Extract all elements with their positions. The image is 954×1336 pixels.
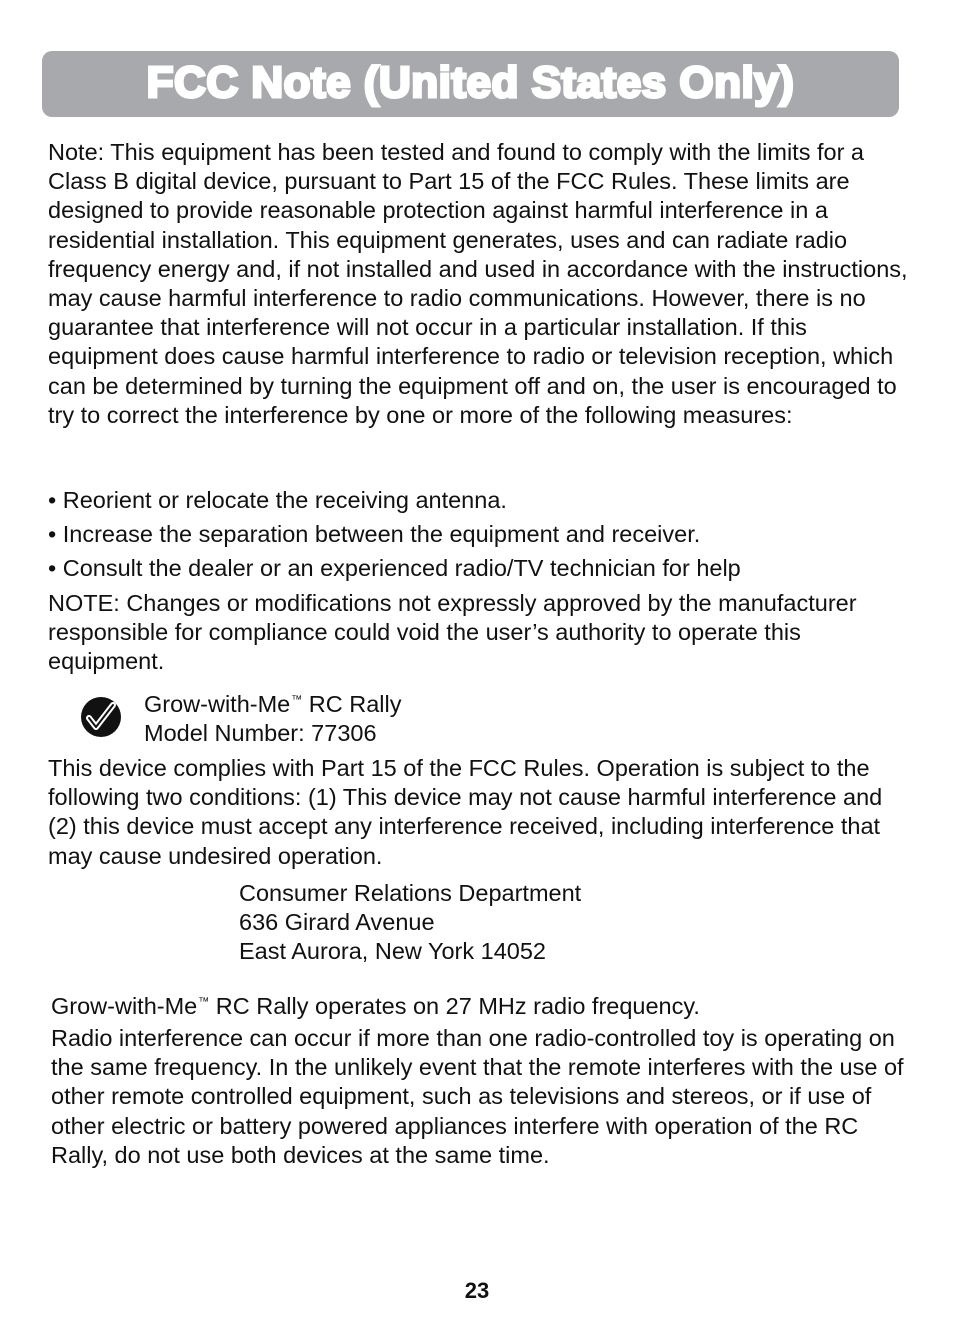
- trademark-mark: ™: [291, 694, 303, 706]
- measure-item-separation: • Increase the separation between the equipment and receiver.: [48, 521, 701, 547]
- interference-paragraph: [51, 1024, 911, 1170]
- changes-note-text: NOTE: Changes or modifications not expressly approved by the manufacturer responsible for compliance could void the user’s authority to operate this equipment.: [48, 590, 857, 675]
- frequency-text: [51, 988, 911, 1021]
- compliance-paragraph: [48, 754, 908, 871]
- measures-list: [48, 486, 908, 588]
- fcc-notice-paragraph: [48, 138, 908, 430]
- page-number: 23: [464, 1278, 490, 1303]
- fcc-notice-text: Note: This equipment has been tested and found to comply with the limits for a Class B digital device, pursuant to Part 15 of the FCC Rules. These limits are designed to provide reasonable protection against harmful interference in a residential installation. This equipment generates, uses and can radiate radio frequency energy and, if not installed and used in accordance with the instructions, may cause harmful interference to radio communications. However, there is no guarantee that interference will not occur in a particular installation. If this equipment does cause harmful interference to radio or television reception, which can be determined by turning the equipment off and on, the user is encouraged to try to correct the interference by one or more of the following measures:: [48, 139, 908, 428]
- measure-item-consult: • Consult the dealer or an experienced radio/TV technician for help: [48, 555, 741, 581]
- address-line-street: 636 Girard Avenue: [239, 909, 435, 936]
- compliance-check-icon: [80, 696, 122, 738]
- model-number: Model Number: 77306: [144, 720, 377, 747]
- frequency-trademark-mark: ™: [198, 996, 210, 1008]
- product-text: [144, 686, 401, 748]
- product-name-brand: Grow-with-Me: [144, 691, 291, 717]
- frequency-brand: Grow-with-Me: [51, 993, 198, 1019]
- consumer-relations-address: [239, 879, 581, 967]
- product-name: [144, 686, 401, 719]
- product-info: [48, 686, 908, 748]
- product-name-suffix: RC Rally: [302, 691, 402, 717]
- compliance-text: This device complies with Part 15 of the FCC Rules. Operation is subject to the following two conditions: (1) This device may not cause harmful interference and (2) this device must accept any interference received, including interference that may cause undesired operation.: [48, 755, 883, 869]
- page-title: FCC Note (United States Only): [146, 58, 795, 107]
- changes-note-paragraph: [48, 589, 908, 677]
- interference-text: Radio interference can occur if more than one radio-controlled toy is operating on the same frequency. In the unlikely event that the remote interferes with the use of other remote controlled equipment, such as televisions and stereos, or if use of other electric or battery powered appliances interfere with operation of the RC Rally, do not use both devices at the same time.: [51, 1025, 904, 1168]
- measure-item-reorient: • Reorient or relocate the receiving antenna.: [48, 487, 507, 513]
- address-line-department: Consumer Relations Department: [239, 880, 582, 906]
- address-line-city: East Aurora, New York 14052: [239, 938, 547, 965]
- title-banner: [42, 51, 899, 117]
- frequency-paragraph: [51, 988, 911, 1021]
- frequency-suffix: RC Rally operates on 27 MHz radio frequency.: [209, 993, 700, 1019]
